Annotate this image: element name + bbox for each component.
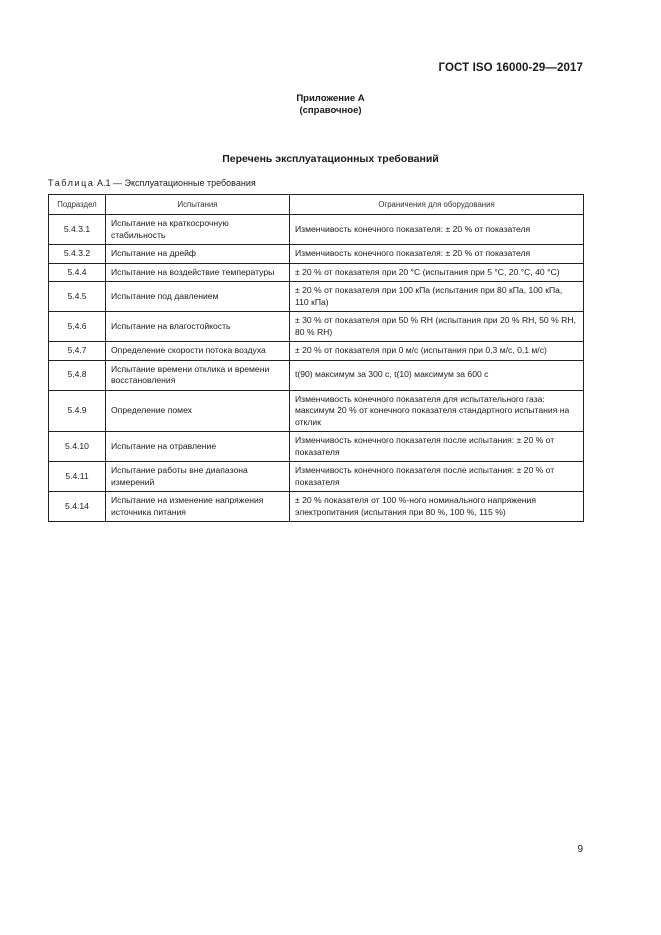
cell-limit: ± 30 % от показателя при 50 % RH (испытания при 20 % RH, 50 % RH, 80 % RH) [290,312,584,342]
table-caption-text: А.1 — Эксплуатационные требования [94,178,256,188]
cell-limit: ± 20 % показателя от 100 %-ного номинального напряжения электропитания (испытания при 80 %, 100 %, 115 %) [290,492,584,522]
cell-subsection: 5.4.14 [49,492,106,522]
cell-subsection: 5.4.7 [49,342,106,361]
cell-test: Испытание на изменение напряжения источника питания [106,492,290,522]
table-caption-label: Таблица [48,178,95,188]
cell-limit: Изменчивость конечного показателя для испытательного газа: максимум 20 % от конечного показателя стандартного испытания на отклик [290,390,584,432]
cell-test: Испытание времени отклика и времени восстановления [106,360,290,390]
cell-test: Определение скорости потока воздуха [106,342,290,361]
cell-subsection: 5.4.5 [49,282,106,312]
table-row [49,390,584,432]
table-row [49,360,584,390]
header-tests: Испытания [106,195,290,215]
cell-test: Испытание под давлением [106,282,290,312]
cell-test: Испытание работы вне диапазона измерений [106,462,290,492]
page-number: 9 [577,844,583,855]
table-caption [48,178,256,188]
annex-heading [0,93,661,117]
cell-subsection: 5.4.10 [49,432,106,462]
cell-test: Определение помех [106,390,290,432]
header-subsection: Подраздел [49,195,106,215]
cell-subsection: 5.4.6 [49,312,106,342]
cell-test: Испытание на влагостойкость [106,312,290,342]
cell-test: Испытание на дрейф [106,245,290,264]
cell-limit: ± 20 % от показателя при 20 °С (испытания при 5 °С, 20 °С, 40 °С) [290,263,584,282]
cell-subsection: 5.4.4 [49,263,106,282]
table-row [49,492,584,522]
cell-limit: ± 20 % от показателя при 100 кПа (испытания при 80 кПа, 100 кПа, 110 кПа) [290,282,584,312]
cell-limit: ± 20 % от показателя при 0 м/с (испытания при 0,3 м/с, 0,1 м/с) [290,342,584,361]
table-row [49,282,584,312]
table-row [49,263,584,282]
cell-subsection: 5.4.8 [49,360,106,390]
document-code: ГОСТ ISO 16000-29—2017 [438,62,583,74]
table-row [49,462,584,492]
cell-test: Испытание на воздействие температуры [106,263,290,282]
cell-test: Испытание на краткосрочную стабильность [106,215,290,245]
annex-title: Приложение А [296,93,365,104]
cell-limit: Изменчивость конечного показателя: ± 20 % от показателя [290,215,584,245]
cell-test: Испытание на отравление [106,432,290,462]
cell-limit: Изменчивость конечного показателя после испытания: ± 20 % от показателя [290,462,584,492]
cell-subsection: 5.4.9 [49,390,106,432]
table-row [49,215,584,245]
cell-subsection: 5.4.11 [49,462,106,492]
table-row [49,342,584,361]
requirements-table [48,194,584,522]
section-title: Перечень эксплуатационных требований [222,153,439,165]
annex-subtitle: (справочное) [299,105,362,116]
cell-limit: Изменчивость конечного показателя после испытания: ± 20 % от показателя [290,432,584,462]
table-row [49,432,584,462]
cell-subsection: 5.4.3.1 [49,215,106,245]
table-row [49,312,584,342]
cell-limit: Изменчивость конечного показателя: ± 20 % от показателя [290,245,584,264]
table-row [49,245,584,264]
cell-limit: t(90) максимум за 300 с, t(10) максимум за 600 с [290,360,584,390]
table-header-row [49,195,584,215]
cell-subsection: 5.4.3.2 [49,245,106,264]
header-limits: Ограничения для оборудования [290,195,584,215]
